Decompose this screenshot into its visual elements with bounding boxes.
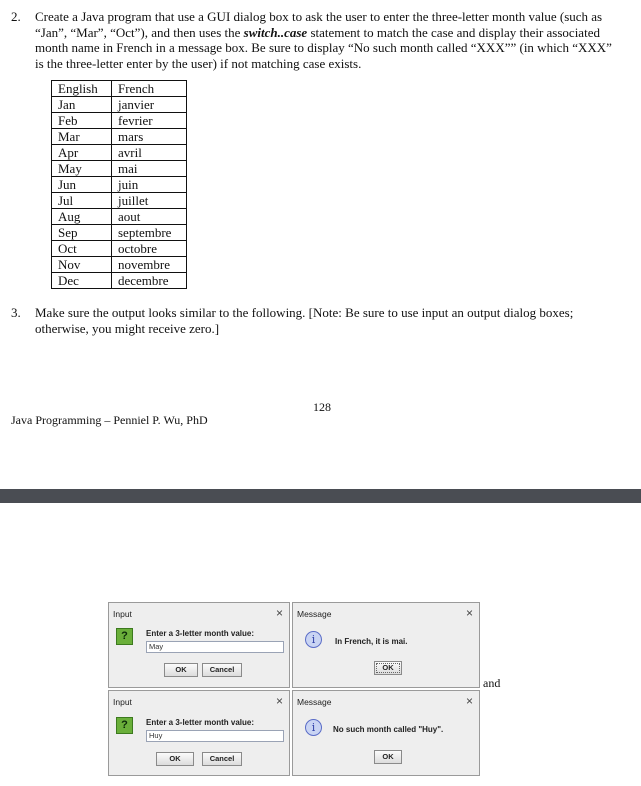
- dialog-title: Message: [297, 697, 332, 707]
- cell-english: Nov: [52, 257, 112, 273]
- cell-french: juillet: [112, 193, 187, 209]
- page-number: 128: [313, 400, 331, 414]
- table-header-row: [52, 81, 187, 97]
- cell-french: avril: [112, 145, 187, 161]
- dialog-message: No such month called "Huy".: [333, 725, 444, 734]
- ok-button[interactable]: OK: [374, 661, 402, 675]
- question-3-number: 3.: [11, 305, 21, 320]
- cell-french: novembre: [112, 257, 187, 273]
- table-row: [52, 225, 187, 241]
- cell-french: septembre: [112, 225, 187, 241]
- q2-line-2: “Jan”, “Mar”, “Oct”), and then uses the switch..case statement to match the case and display their associated: [35, 24, 600, 40]
- table-row: [52, 257, 187, 273]
- dialog-prompt: Enter a 3-letter month value:: [146, 718, 255, 727]
- input-dialog-1: [108, 602, 290, 688]
- cell-french: decembre: [112, 273, 187, 289]
- cancel-button[interactable]: Cancel: [202, 752, 242, 766]
- cell-english: Aug: [52, 209, 112, 225]
- dialog-message: In French, it is mai.: [335, 637, 408, 646]
- table-row: [52, 129, 187, 145]
- dialog-prompt: Enter a 3-letter month value:: [146, 629, 255, 638]
- table-row: [52, 145, 187, 161]
- ok-button[interactable]: OK: [156, 752, 194, 766]
- table-row: [52, 273, 187, 289]
- cell-english: Mar: [52, 129, 112, 145]
- cell-english: Feb: [52, 113, 112, 129]
- cell-english: Jun: [52, 177, 112, 193]
- month-input[interactable]: Huy: [146, 730, 284, 742]
- ok-button[interactable]: OK: [374, 750, 402, 764]
- page-separator: [0, 489, 641, 503]
- q2-line-1: Create a Java program that use a GUI dialog box to ask the user to enter the three-letter month value (such as: [35, 9, 603, 24]
- and-label: and: [483, 676, 501, 690]
- close-icon[interactable]: ×: [465, 694, 473, 708]
- ok-button[interactable]: OK: [164, 663, 198, 677]
- cell-english: May: [52, 161, 112, 177]
- info-icon: i: [305, 631, 322, 648]
- table-row: [52, 113, 187, 129]
- month-input[interactable]: May: [146, 641, 284, 653]
- question-icon: ?: [116, 717, 133, 734]
- question-2-number: 2.: [11, 9, 21, 24]
- cell-english: Dec: [52, 273, 112, 289]
- q2-line-4: is the three-letter enter by the user) if not matching case exists.: [35, 55, 362, 71]
- table-row: [52, 193, 187, 209]
- dialog-title: Input: [113, 697, 132, 707]
- close-icon[interactable]: ×: [275, 694, 283, 708]
- q2-line-3: month name in French in a message box. Be sure to display “No such month called “XXX”” (in which “XXX”: [35, 40, 612, 55]
- dialog-title: Input: [113, 609, 132, 619]
- question-2-text: [35, 9, 635, 71]
- switch-case-keyword: switch..case: [243, 24, 308, 40]
- message-dialog-1: [292, 602, 480, 688]
- cell-english: Jul: [52, 193, 112, 209]
- cell-french: aout: [112, 209, 187, 225]
- cell-french: octobre: [112, 241, 187, 257]
- month-table: [51, 80, 187, 289]
- input-dialog-2: [108, 690, 290, 776]
- table-row: [52, 209, 187, 225]
- info-icon: i: [305, 719, 322, 736]
- q3-line-2: otherwise, you might receive zero.]: [35, 320, 220, 336]
- question-icon: ?: [116, 628, 133, 645]
- cancel-button[interactable]: Cancel: [202, 663, 242, 677]
- cell-english: Sep: [52, 225, 112, 241]
- cell-french: mars: [112, 129, 187, 145]
- message-dialog-2: [292, 690, 480, 776]
- question-3-text: [35, 305, 635, 336]
- header-english: English: [52, 81, 112, 97]
- table-row: [52, 177, 187, 193]
- page-footer: Java Programming – Penniel P. Wu, PhD: [11, 413, 208, 427]
- cell-french: juin: [112, 177, 187, 193]
- cell-english: Oct: [52, 241, 112, 257]
- dialog-title: Message: [297, 609, 332, 619]
- cell-english: Apr: [52, 145, 112, 161]
- cell-french: janvier: [112, 97, 187, 113]
- table-row: [52, 161, 187, 177]
- table-row: [52, 241, 187, 257]
- table-row: [52, 97, 187, 113]
- header-french: French: [112, 81, 187, 97]
- cell-french: mai: [112, 161, 187, 177]
- cell-english: Jan: [52, 97, 112, 113]
- cell-french: fevrier: [112, 113, 187, 129]
- close-icon[interactable]: ×: [465, 606, 473, 620]
- q3-line-1: Make sure the output looks similar to the following. [Note: Be sure to use input an output dialog boxes;: [35, 305, 574, 320]
- close-icon[interactable]: ×: [275, 606, 283, 620]
